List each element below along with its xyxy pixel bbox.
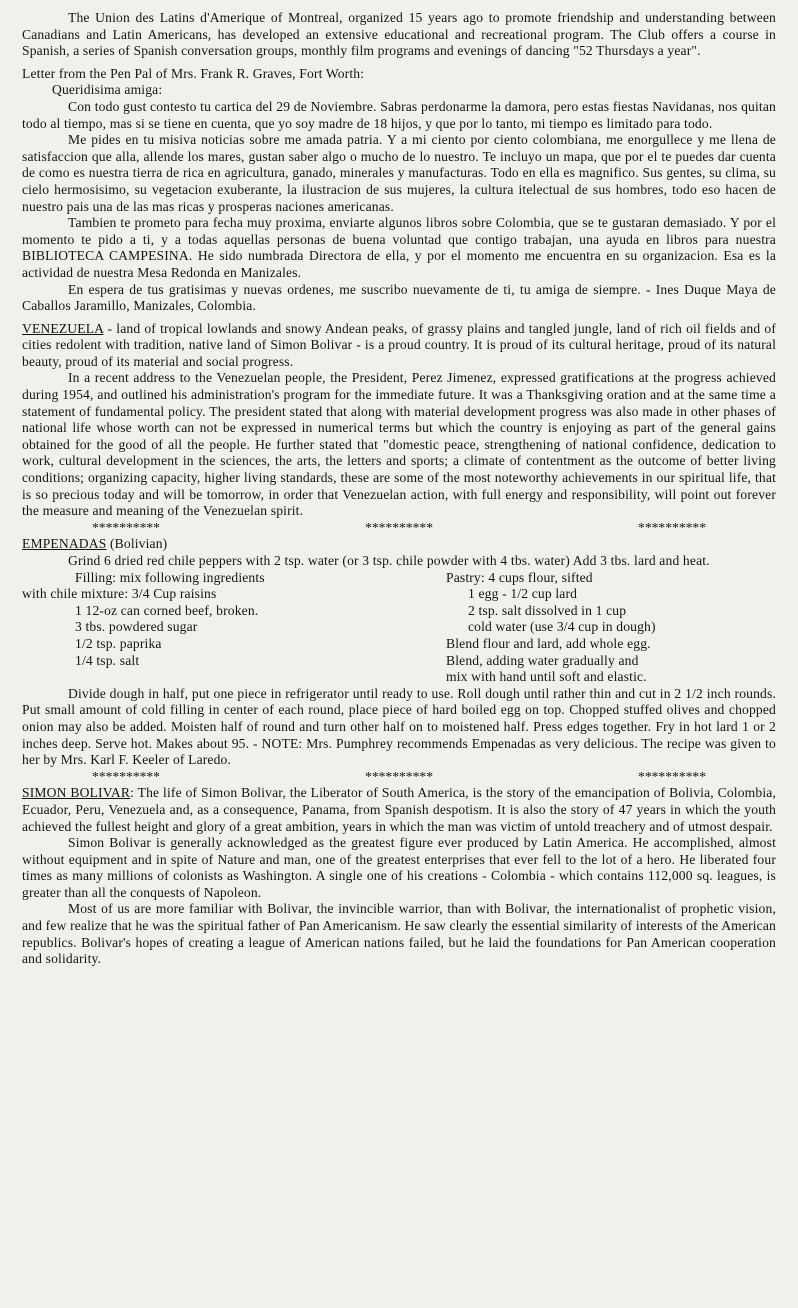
separator-stars: ********** bbox=[365, 519, 433, 535]
empenadas-origin: (Bolivian) bbox=[106, 536, 168, 552]
venezuela-text: - land of tropical lowlands and snowy Andean peaks, of grassy plains and tangled jungle, land of rich oil fields and of cities redolent with tradition, native land of Simon Bolivar - is a proud country. It is proud of its cultural heritage, proud of its natural beauty, proud of its material and social progress. bbox=[22, 320, 776, 369]
letter-paragraph-4: En espera de tus gratisimas y nuevas ordenes, me suscribo nuevamente de ti, tu amiga de siempre. - Ines Duque Maya de Caballos Jaramillo, Manizales, Colombia. bbox=[22, 281, 776, 314]
filling-line: 1 12-oz can corned beef, broken. bbox=[75, 602, 259, 618]
filling-line: 1/2 tsp. paprika bbox=[75, 635, 162, 651]
letter-salutation: Queridisima amiga: bbox=[52, 82, 163, 98]
pastry-line: cold water (use 3/4 cup in dough) bbox=[468, 619, 656, 635]
bolivar-paragraph-2: Simon Bolivar is generally acknowledged as the greatest figure ever produced by Latin America. He accomplished, almost without equipment and in spite of Nature and man, one of the greatest enterprises that ever fell to the lot of a hero. He liberated four times as many millions of colonists as Washington. A single one of his creations - Colombia - which contains 112,000 sq. leagues, is greater than all the conquests of Napoleon. bbox=[22, 835, 776, 900]
separator-stars: ********** bbox=[638, 768, 706, 784]
filling-line: 1/4 tsp. salt bbox=[75, 652, 140, 668]
pastry-line: Blend, adding water gradually and bbox=[446, 652, 639, 668]
venezuela-paragraph-2: In a recent address to the Venezuelan people, the President, Perez Jimenez, expressed gratifications at the progress achieved during 1954, and outlined his administration's program for the immediate future. It was a Thanksgiving oration and at the same time a statement of fundamental policy. The president stated that along with material development progress was also made in other phases of national life whose worth can not be expressed in numerical terms but which the country is enjoying as part of the general gains obtained for the good of all the people. He further stated that "domestic peace, strengthening of national confidence, dedication to work, cultural development in the sciences, the arts, the letters and sports; a climate of contentment as the outcome of better living conditions; organizing capacity, higher living standards, these are some of the most noteworthy achievements in our spiritual life, that is so precious today and will be tomorrow, in order that Venezuelan action, with full energy and responsibility, will point out forever the measure and meaning of the Venezuelan spirit. bbox=[22, 370, 776, 519]
separator-stars: ********** bbox=[92, 519, 160, 535]
empenadas-title bbox=[22, 536, 776, 553]
empenadas-directions: Divide dough in half, put one piece in refrigerator until ready to use. Roll dough until rather thin and cut in 2 1/2 inch rounds. Put small amount of cold filling in center of each round, place piece of hard boiled egg on top. Chopped stuffed olives and chopped onion may also be added. Moisten half of round and turn other half on to moistened half. Press edges together. Fry in hot lard 1 or 2 inches deep. Serve hot. Makes about 95. - NOTE: Mrs. Pumphrey recommends Empenadas as very delicious. The recipe was given to her by Mrs. Karl F. Keeler of Laredo. bbox=[22, 685, 776, 768]
separator-stars: ********** bbox=[365, 768, 433, 784]
pastry-line: mix with hand until soft and elastic. bbox=[446, 669, 647, 685]
section-separator bbox=[22, 520, 776, 537]
letter-paragraph-1: Con todo gust contesto tu cartica del 29 de Noviembre. Sabras perdonarme la damora, pero estas fiestas Navidanas, nos quitan todo al tiempo, mas si se tiene en cuenta, que yo soy madre de 18 hijos, y que por lo tanto, mi tiempo es limitado para todo. bbox=[22, 98, 776, 131]
pastry-line: Pastry: 4 cups flour, sifted bbox=[446, 569, 593, 585]
letter-paragraph-2: Me pides en tu misiva noticias sobre me amada patria. Y a mi ciento por ciento colombiana, me enorgullece y me llena de satisfaccion que alla, allende los mares, gustan saber algo o mucho de lo nuestro. Te incluyo un mapa, que por el te puedes dar cuenta de como es nuestra tierra de rica en agricultura, ganado, minerales y manufacturas. Todo en ella es magnifico. Sus gentes, su clima, su cielo hermosisimo, su vegetacion exuberante, la ilustracion de sus mujeres, la cultura itelectual de sus hombres, todo eso hacen de nuestro pais una de las mas ricas y prosperas naciones americanas. bbox=[22, 132, 776, 214]
bolivar-paragraph-1 bbox=[22, 785, 776, 835]
separator-stars: ********** bbox=[92, 768, 160, 784]
recipe-ingredients bbox=[22, 570, 776, 686]
intro-paragraph: The Union des Latins d'Amerique of Montreal, organized 15 years ago to promote friendship and understanding between Canadians and Latin Americans, has developed an extensive educational and recreational program. The Club offers a course in Spanish, a series of Spanish conversation groups, monthly film programs and evenings of dancing "52 Thursdays a year". bbox=[22, 10, 776, 59]
venezuela-paragraph-1 bbox=[22, 321, 776, 371]
empenadas-intro: Grind 6 dried red chile peppers with 2 tsp. water (or 3 tsp. chile powder with 4 tbs. water) Add 3 tbs. lard and heat. bbox=[68, 553, 710, 568]
bolivar-heading: SIMON BOLIVAR bbox=[22, 785, 131, 801]
section-separator bbox=[22, 769, 776, 786]
pastry-line: Blend flour and lard, add whole egg. bbox=[446, 635, 651, 651]
filling-line: Filling: mix following ingredients bbox=[75, 569, 265, 585]
bolivar-text: : The life of Simon Bolivar, the Liberator of South America, is the story of the emancipation of Bolivia, Colombia, Ecuador, Peru, Venezuela and, as a consequence, Panama, from Spanish despotism. It is also the story of 47 years in which the youth achieved the fullest height and glory of a great ambition, years in which the man was victim of untold treachery and of utmost despair. bbox=[22, 785, 776, 834]
separator-stars: ********** bbox=[638, 519, 706, 535]
letter-heading: Letter from the Pen Pal of Mrs. Frank R. Graves, Fort Worth: bbox=[22, 65, 365, 81]
filling-line: with chile mixture: 3/4 Cup raisins bbox=[22, 586, 217, 602]
empenadas-heading: EMPENADAS bbox=[22, 536, 107, 552]
letter-paragraph-3: Tambien te prometo para fecha muy proxima, enviarte algunos libros sobre Colombia, que se te gustaran demasiado. Y por el momento te pido a ti, y a todas aquellas personas de buena voluntad que contigo trabajan, una ayuda en libros para nuestra BIBLIOTECA CAMPESINA. He sido numbrada Directora de ella, y por el momento me encuentra en su organizacion. Esa es la actividad de nuestra Mesa Redonda en Manizales. bbox=[22, 215, 776, 280]
pastry-line: 1 egg - 1/2 cup lard bbox=[468, 586, 578, 602]
bolivar-paragraph-3: Most of us are more familiar with Bolivar, the invincible warrior, than with Bolivar, the internationalist of prophetic vision, and few realize that he was the spiritual father of Pan Americanism. He saw clearly the essential similarity of interests of the American republics. Bolivar's hopes of creating a league of American nations failed, but he laid the foundations for Pan American cooperation and solidarity. bbox=[22, 901, 776, 967]
filling-column bbox=[22, 570, 352, 686]
pastry-line: 2 tsp. salt dissolved in 1 cup bbox=[468, 602, 627, 618]
filling-line: 3 tbs. powdered sugar bbox=[75, 619, 198, 635]
pastry-column bbox=[446, 570, 776, 686]
venezuela-heading: VENEZUELA bbox=[22, 320, 104, 336]
